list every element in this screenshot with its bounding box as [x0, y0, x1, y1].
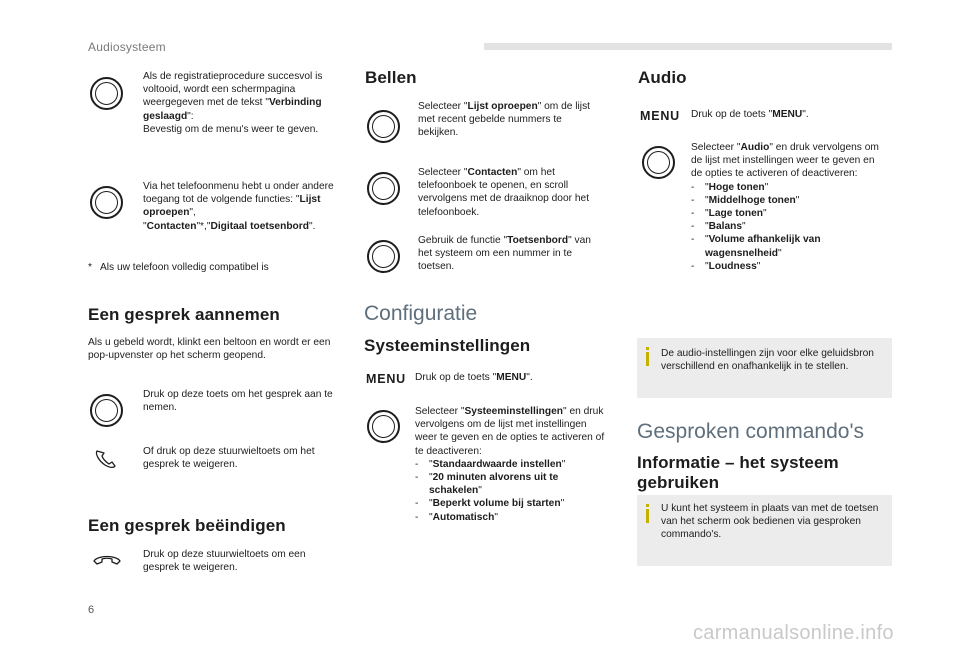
menu-button-icon: MENU [640, 109, 681, 123]
info-icon [646, 347, 649, 350]
list-item: - "Lage tonen" [691, 207, 881, 220]
paragraph-contacts: Selecteer "Contacten" om het telefoonboek te openen, en scroll vervolgens met de draaiknop door het telefoonboek. [418, 167, 590, 218]
info-icon-bar [646, 352, 649, 366]
heading-voice-commands: Gesproken commando's [637, 420, 864, 443]
paragraph-incoming-press: Druk op deze toets om het gesprek aan te nemen. [143, 389, 333, 414]
info-box-voice [637, 495, 892, 566]
list-item: - "Loudness" [691, 260, 881, 273]
rotary-knob-icon [367, 410, 400, 443]
section-header: Audiosysteem [88, 40, 166, 54]
heading-end-call: Een gesprek beëindigen [88, 516, 286, 535]
paragraph-phone-menu: Via het telefoonmenu hebt u onder andere toegang tot de volgende functies: "Lijst oproepen", "Contacten"*,"Digitaal toetsenbord". [143, 181, 334, 232]
paragraph-press-menu: Druk op de toets "MENU". [691, 109, 809, 120]
rotary-knob-icon [367, 110, 400, 143]
rotary-knob-icon [367, 240, 400, 273]
paragraph-press-menu: Druk op de toets "MENU". [415, 372, 533, 383]
info-box-audio [637, 338, 892, 398]
phone-answer-icon [93, 447, 121, 471]
phone-hangup-icon [92, 552, 122, 568]
paragraph-audio-settings: Selecteer "Audio" en druk vervolgens om de lijst met instellingen weer te geven en de opties te activeren of deactiveren: - "Hoge tonen" - "Middelhoge tonen" - "Lage tonen" - "Balans" - "Volume afhankelijk van wagensnelheid" - "Loudness" [691, 141, 881, 273]
info-icon-bar [646, 509, 649, 523]
heading-configuratie: Configuratie [364, 302, 478, 325]
watermark: carmanualsonline.info [693, 622, 894, 644]
list-item: - "Automatisch" [415, 511, 607, 524]
heading-audio: Audio [638, 68, 687, 87]
heading-bellen: Bellen [365, 68, 417, 87]
audio-options-list [691, 181, 881, 273]
list-item: - "Volume afhankelijk van wagensnelheid" [691, 233, 881, 259]
rotary-knob-icon [90, 77, 123, 110]
paragraph-incoming-reject: Of druk op deze stuurwieltoets om het gesprek te weigeren. [143, 446, 315, 471]
list-item: - "Hoge tonen" [691, 181, 881, 194]
paragraph-end-press: Druk op deze stuurwieltoets om een gesprek te weigeren. [143, 549, 306, 574]
footnote: * Als uw telefoon volledig compatibel is [88, 262, 269, 273]
list-item: - "Beperkt volume bij starten" [415, 497, 607, 510]
system-options-list [415, 458, 607, 524]
info-icon [646, 504, 649, 507]
heading-voice-info: Informatie – het systeem gebruiken [637, 453, 839, 492]
paragraph-call-list: Selecteer "Lijst oproepen" om de lijst met recent gebelde nummers te bekijken. [418, 101, 590, 139]
info-text-audio: De audio-instellingen zijn voor elke geluidsbron verschillend en onafhankelijk in te stellen. [661, 348, 874, 373]
paragraph-incoming-intro: Als u gebeld wordt, klinkt een beltoon en wordt er een pop-upvenster op het scherm geopend. [88, 337, 331, 362]
page-number: 6 [88, 604, 95, 616]
heading-system-settings: Systeeminstellingen [364, 336, 531, 355]
list-item: - "20 minuten alvorens uit te schakelen" [415, 471, 607, 497]
paragraph-registration: Als de registratieprocedure succesvol is voltooid, wordt een schermpagina weergegeven met de tekst "Verbinding geslaagd": Bevestig om de menu's weer te geven. [143, 71, 323, 135]
paragraph-system-settings: Selecteer "Systeeminstellingen" en druk vervolgens om de lijst met instellingen weer te geven en de opties te activeren of te deactiveren: - "Standaardwaarde instellen" - "20 minuten alvorens uit te schakelen" - "Beperkt volume bij starten" - "Automatisch" [415, 405, 607, 524]
rotary-knob-icon [90, 394, 123, 427]
list-item: - "Standaardwaarde instellen" [415, 458, 607, 471]
rotary-knob-icon [642, 146, 675, 179]
heading-incoming-call: Een gesprek aannemen [88, 305, 280, 324]
header-rule [484, 43, 892, 50]
list-item: - "Middelhoge tonen" [691, 194, 881, 207]
paragraph-keypad: Gebruik de functie "Toetsenbord" van het systeem om een nummer in te toetsen. [418, 235, 591, 273]
list-item: - "Balans" [691, 220, 881, 233]
rotary-knob-icon [367, 172, 400, 205]
menu-button-icon: MENU [366, 372, 407, 386]
info-text-voice: U kunt het systeem in plaats van met de toetsen van het scherm ook bedienen via gesproken commando's. [661, 503, 879, 541]
rotary-knob-icon [90, 186, 123, 219]
